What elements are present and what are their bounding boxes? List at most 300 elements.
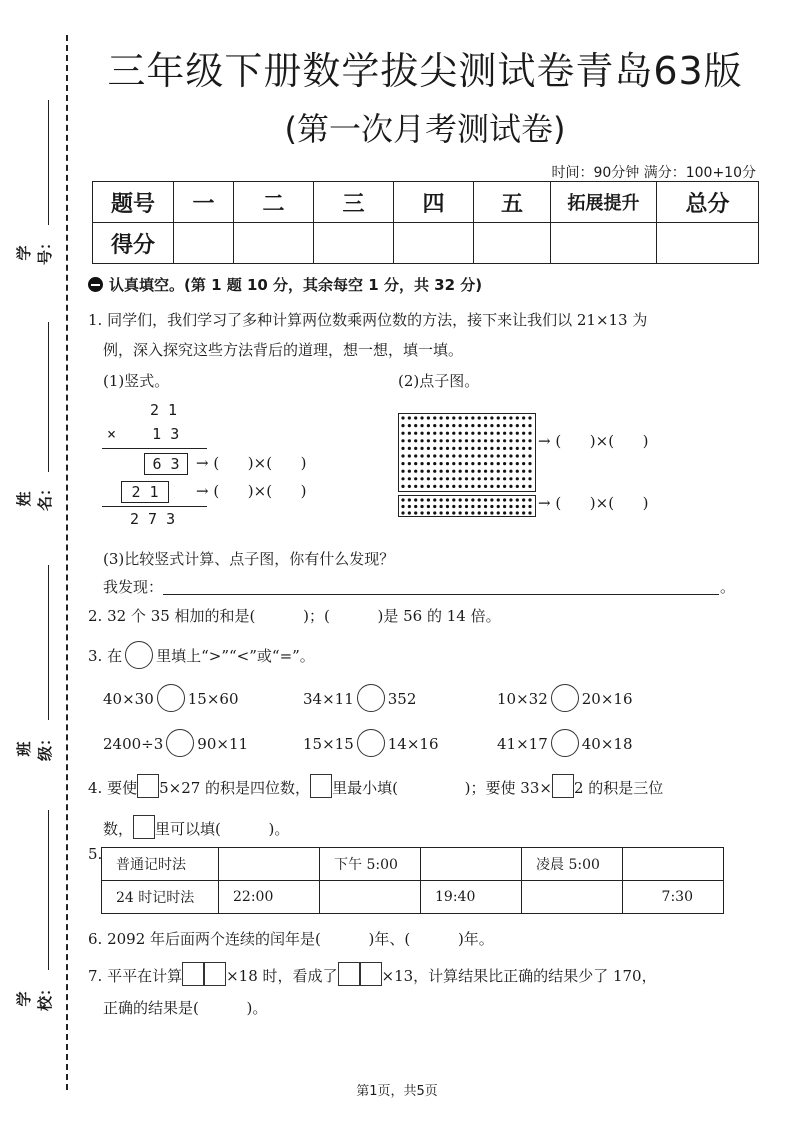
class-underline [48,565,49,720]
dot [497,498,500,501]
compare-circle[interactable] [551,729,579,757]
vertical-line-2 [102,506,207,507]
time-cell[interactable] [623,848,724,881]
compare-circle-icon [125,641,153,669]
dot-diagram [398,413,538,517]
section-title: 认真填空。(第 1 题 10 分，其余每空 1 分，共 32 分) [109,276,483,294]
class-label: 班级： [15,730,54,761]
dot [503,424,506,427]
dot [471,439,474,442]
dot [528,498,531,501]
q3-item: 2400÷3 90×11 [103,729,248,757]
dot [478,462,481,465]
dot [516,454,519,457]
partial-product-1: 6 3 [144,453,188,475]
dot [516,505,519,508]
dot [503,462,506,465]
dot [516,424,519,427]
dot [459,505,462,508]
q2-text: 2. 32 个 35 相加的和是( )；( )是 56 的 14 倍。 [88,607,501,625]
dot [528,511,531,514]
dot [408,498,411,501]
dot [427,424,430,427]
dot [497,477,500,480]
q3-item: 41×17 40×18 [497,729,633,757]
dot [401,470,404,473]
dot [522,470,525,473]
dot [509,454,512,457]
dot [484,511,487,514]
dot [484,477,487,480]
dot [440,432,443,435]
dot [503,505,506,508]
dot [471,462,474,465]
q3-item: 10×32 20×16 [497,684,633,712]
dot [490,416,493,419]
score-table [92,181,759,264]
dot [478,477,481,480]
q1-line1: 1. 同学们，我们学习了多种计算两位数乘两位数的方法，接下来让我们以 21×13 为 [88,311,648,329]
dot [414,470,417,473]
dot [401,416,404,419]
score-header-cell: 四 [394,182,474,223]
dot [484,447,487,450]
dot [516,462,519,465]
dot [452,416,455,419]
dot [484,424,487,427]
dot [509,477,512,480]
q5-number: 5. [88,845,103,863]
dot [414,416,417,419]
dot [503,470,506,473]
dot [427,477,430,480]
dot [465,424,468,427]
dot [433,424,436,427]
dot [528,462,531,465]
partial-product-2: 2 1 [121,481,169,503]
digit-box[interactable] [204,962,226,986]
dot [452,505,455,508]
dot [516,447,519,450]
dot [452,470,455,473]
q1-part2: (2)点子图。 [398,372,480,390]
dot [427,498,430,501]
dot [433,498,436,501]
dot [414,511,417,514]
dot [408,432,411,435]
dot [446,416,449,419]
dot [503,439,506,442]
dot [490,439,493,442]
dot [459,477,462,480]
dot [401,511,404,514]
dot [414,477,417,480]
dot [414,447,417,450]
dot [408,485,411,488]
dot [478,511,481,514]
q7-line2: 正确的结果是( )。 [103,999,268,1017]
student-id-label: 学号： [15,234,54,265]
dot [446,454,449,457]
dot [471,505,474,508]
dot [465,432,468,435]
dot [427,447,430,450]
dot [528,424,531,427]
dot [497,424,500,427]
q3-intro-end: 里填上“>”“<”或“=”。 [156,647,315,665]
dot [465,470,468,473]
dot [408,477,411,480]
score-cell [234,223,314,264]
dot [427,432,430,435]
dot [484,432,487,435]
time-cell: 凌晨 5:00 [522,848,623,881]
dot [522,477,525,480]
dot [484,505,487,508]
vertical-multiplier: × 1 3 [107,425,180,443]
school-underline [48,810,49,970]
dot [516,432,519,435]
q4-line1: 4. 要使 5×27 的积是四位数， 里最小填( )；要使 33× 2 的积是三位 [88,774,663,799]
vertical-line-1 [102,448,207,449]
dot [408,424,411,427]
dot [420,470,423,473]
vertical-top: 2 1 [150,401,178,419]
dot [420,439,423,442]
dot [459,432,462,435]
dot [503,498,506,501]
dot [452,462,455,465]
dot [420,485,423,488]
dot [509,439,512,442]
dot [420,454,423,457]
dot [440,424,443,427]
dot [484,485,487,488]
time-cell: 22:00 [219,881,320,914]
score-header-cell: 总分 [657,182,759,223]
dot [528,505,531,508]
dot [516,511,519,514]
dot [452,439,455,442]
dot [509,511,512,514]
dot [528,454,531,457]
dot-blanks-bottom: → ( )×( ) [538,494,649,512]
dot [471,447,474,450]
dot [408,505,411,508]
dot [484,454,487,457]
dot [420,477,423,480]
dot [490,511,493,514]
dot [459,485,462,488]
dot [516,416,519,419]
dot [497,505,500,508]
dot [446,462,449,465]
dot [484,470,487,473]
dot [522,454,525,457]
dot [433,432,436,435]
dot [452,498,455,501]
dot [440,498,443,501]
dot [440,454,443,457]
time-cell: 普通记时法 [102,848,219,881]
dot [446,498,449,501]
page-number: 第1页，共5页 [356,1084,438,1099]
time-cell: 19:40 [421,881,522,914]
dot [440,505,443,508]
q3-item: 40×30 15×60 [103,684,239,712]
dot [490,505,493,508]
dot [509,505,512,508]
dot [414,485,417,488]
dot [414,498,417,501]
dot [465,511,468,514]
dot [497,454,500,457]
dot [528,485,531,488]
score-cell [394,223,474,264]
dot [497,470,500,473]
dot [484,416,487,419]
dot [528,439,531,442]
dot [459,454,462,457]
q4-line2: 数， 里可以填( )。 [103,815,289,840]
dot [509,470,512,473]
dot [471,470,474,473]
partial-1-blanks: → ( )×( ) [196,454,307,472]
dot [446,439,449,442]
dot [433,511,436,514]
dot [490,470,493,473]
compare-circle[interactable] [157,684,185,712]
dot [459,470,462,473]
dot [522,447,525,450]
dot [459,447,462,450]
dot [509,424,512,427]
dot [497,416,500,419]
dot [414,462,417,465]
q3-intro: 3. 在 [88,647,123,665]
dot [446,485,449,488]
digit-box[interactable] [552,774,574,798]
dot [446,477,449,480]
dot [503,511,506,514]
dot [522,424,525,427]
discovery-answer-line[interactable] [163,594,719,595]
dot [478,470,481,473]
dot [528,416,531,419]
dot [440,511,443,514]
q1-part3: (3)比较竖式计算、点子图，你有什么发现？ [103,550,395,568]
score-row-label: 得分 [93,223,174,264]
dot [509,432,512,435]
dot [414,424,417,427]
score-header-cell: 题号 [93,182,174,223]
dot [414,439,417,442]
dot [401,477,404,480]
dot [440,416,443,419]
score-header-cell: 一 [174,182,234,223]
dot [528,470,531,473]
dot [516,485,519,488]
score-header-cell: 拓展提升 [551,182,657,223]
dot [446,511,449,514]
dot [433,505,436,508]
dot [427,439,430,442]
dot [401,439,404,442]
dot [401,454,404,457]
discovery-label: 我发现： [103,578,164,596]
dot [465,447,468,450]
page-title: 三年级下册数学拔尖测试卷青岛63版 [107,49,743,93]
dot [490,447,493,450]
dot [478,505,481,508]
dot [471,424,474,427]
dot [420,416,423,419]
section-heading [88,274,482,295]
time-cell[interactable] [320,881,421,914]
name-underline [48,322,49,472]
dot [503,454,506,457]
dot [465,416,468,419]
dot [516,439,519,442]
dot [516,477,519,480]
name-label: 姓名： [15,480,54,511]
score-cell [474,223,551,264]
page-subtitle: (第一次月考测试卷) [284,110,566,148]
dot [440,447,443,450]
digit-box-ref [133,815,155,839]
dot [490,432,493,435]
dot [497,432,500,435]
dot [408,439,411,442]
dot [509,485,512,488]
dot [420,498,423,501]
dot [452,511,455,514]
time-cell[interactable] [522,881,623,914]
compare-circle[interactable] [357,684,385,712]
dot [497,485,500,488]
dot [446,447,449,450]
dot [503,447,506,450]
time-cell[interactable] [219,848,320,881]
q1-part1: (1)竖式。 [103,372,170,390]
dot [528,432,531,435]
dot [427,454,430,457]
dot [471,416,474,419]
dot [509,462,512,465]
dot [420,505,423,508]
time-cell: 7:30 [623,881,724,914]
dot [401,505,404,508]
dot [433,462,436,465]
dot [497,511,500,514]
digit-box[interactable] [338,962,360,986]
dot [478,447,481,450]
compare-circle[interactable] [166,729,194,757]
dot [401,485,404,488]
q1-line2: 例，深入探究这些方法背后的道理，想一想，填一填。 [103,341,464,359]
dot [427,485,430,488]
digit-box[interactable] [360,962,382,986]
dot [509,416,512,419]
dot [471,454,474,457]
dot [490,485,493,488]
dot [478,416,481,419]
time-cell: 24 时记时法 [102,881,219,914]
compare-circle[interactable] [357,729,385,757]
dot [433,416,436,419]
dot [484,462,487,465]
dot [497,462,500,465]
dot [509,447,512,450]
dot [446,432,449,435]
dot [427,511,430,514]
dot [490,477,493,480]
dot [522,511,525,514]
digit-box[interactable] [137,774,159,798]
dot [440,439,443,442]
vertical-result: 2 7 3 [130,510,176,528]
dot [509,498,512,501]
dot [465,439,468,442]
q3-item: 34×11 352 [303,684,416,712]
dot [497,439,500,442]
dot [452,424,455,427]
dot [440,477,443,480]
score-cell [551,223,657,264]
dot [427,416,430,419]
dot [471,477,474,480]
dot [420,447,423,450]
dot [427,470,430,473]
q6-text: 6. 2092 年后面两个连续的闰年是( )年、( )年。 [88,930,494,948]
dot [522,485,525,488]
compare-circle[interactable] [551,684,579,712]
dot [452,477,455,480]
dot [414,454,417,457]
dot [478,485,481,488]
dot [459,439,462,442]
dot [452,485,455,488]
dot [490,498,493,501]
dot [471,485,474,488]
dot [408,470,411,473]
score-cell [657,223,759,264]
dot [465,462,468,465]
score-header-cell: 三 [314,182,394,223]
dot [452,447,455,450]
digit-box[interactable] [182,962,204,986]
dot [503,432,506,435]
dot [465,454,468,457]
time-cell[interactable] [421,848,522,881]
dot [440,462,443,465]
dot [484,498,487,501]
partial-2-blanks: → ( )×( ) [196,482,307,500]
dot [465,505,468,508]
dot [478,439,481,442]
dot [459,416,462,419]
dot [414,505,417,508]
dot [478,424,481,427]
dot [440,485,443,488]
dot [459,511,462,514]
dot [401,462,404,465]
dot [420,432,423,435]
dot [522,439,525,442]
dot-blanks-top: → ( )×( ) [538,432,649,450]
section-number-icon [88,277,103,292]
digit-box-ref [310,774,332,798]
